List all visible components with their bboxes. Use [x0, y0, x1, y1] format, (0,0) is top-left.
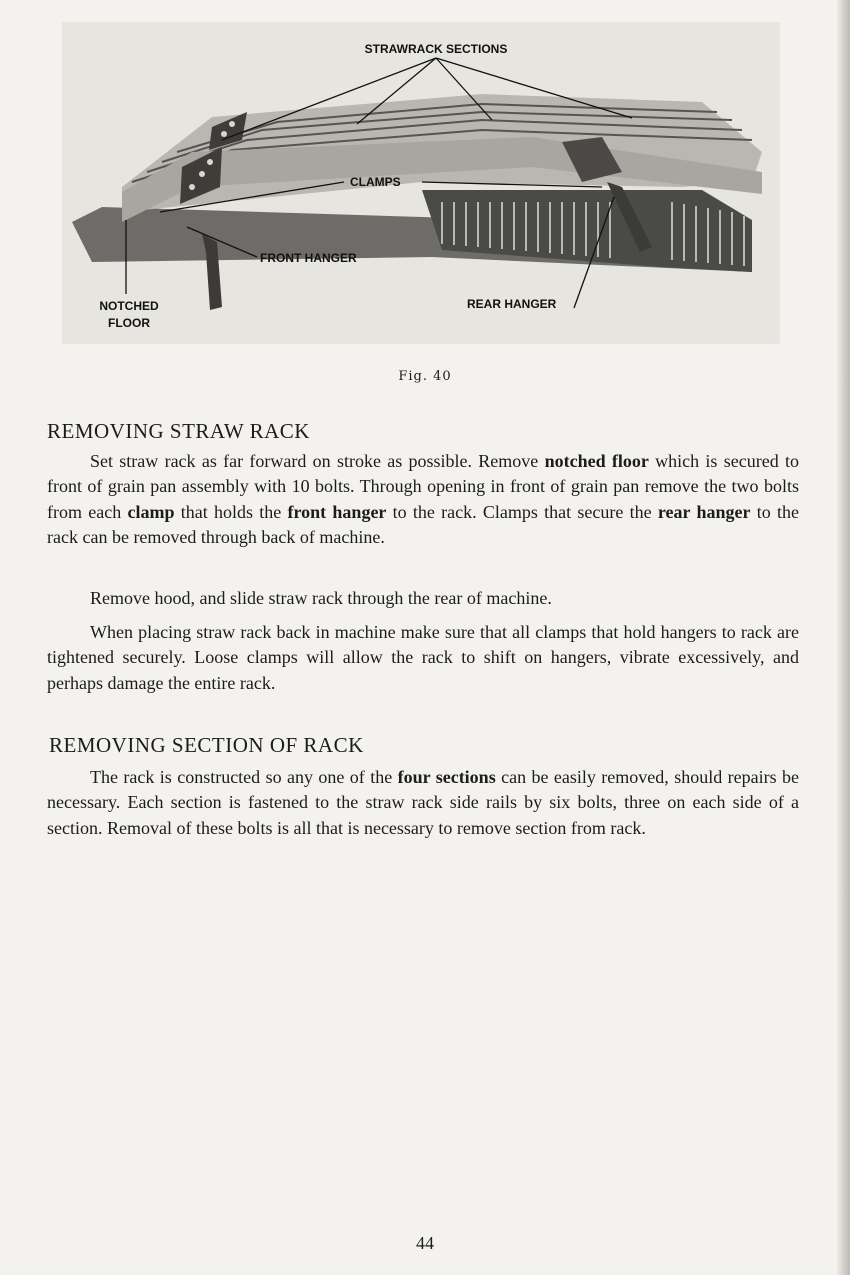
page-number: 44 — [416, 1233, 434, 1253]
paragraph-removing-straw-rack-1: Set straw rack as far forward on stroke as possible. Remove notched floor which is secured to front of grain pan assembly with 10 bolts. Through opening in front of grain pan remove the two bolts from each clamp that holds the front hanger to the rack. Clamps that secure the rear hanger to the rack can be removed through back of machine. — [47, 451, 799, 547]
figure-caption: Fig. 40 — [398, 369, 452, 384]
paragraph-removing-straw-rack-2: Remove hood, and slide straw rack through the rear of machine. — [90, 588, 552, 608]
paragraph-removing-straw-rack-3: When placing straw rack back in machine make sure that all clamps that hold hangers to rack are tightened securely. Loose clamps will allow the rack to shift on hangers, vibrate excessively, and perhaps damage the entire rack. — [47, 622, 799, 693]
label-notched-floor-line1: NOTCHED — [99, 299, 159, 313]
label-notched-floor-line2: FLOOR — [108, 316, 150, 330]
label-clamps: CLAMPS — [350, 175, 401, 189]
label-strawrack-sections: STRAWRACK SECTIONS — [364, 42, 508, 56]
page-edge-shadow — [836, 0, 850, 1275]
straw-rack-photo — [62, 22, 780, 344]
section-heading-removing-straw-rack: REMOVING STRAW RACK — [47, 419, 310, 443]
label-front-hanger: FRONT HANGER — [260, 251, 357, 265]
label-rear-hanger: REAR HANGER — [467, 297, 557, 311]
paragraph-removing-section-of-rack: The rack is constructed so any one of the four sections can be easily removed, should repairs be necessary. Each section is fastened to the straw rack side rails by six bolts, three on each side of a section. Removal of these bolts is all that is necessary to remove section from rack. — [47, 767, 799, 838]
section-heading-removing-section-of-rack: REMOVING SECTION OF RACK — [49, 733, 364, 757]
